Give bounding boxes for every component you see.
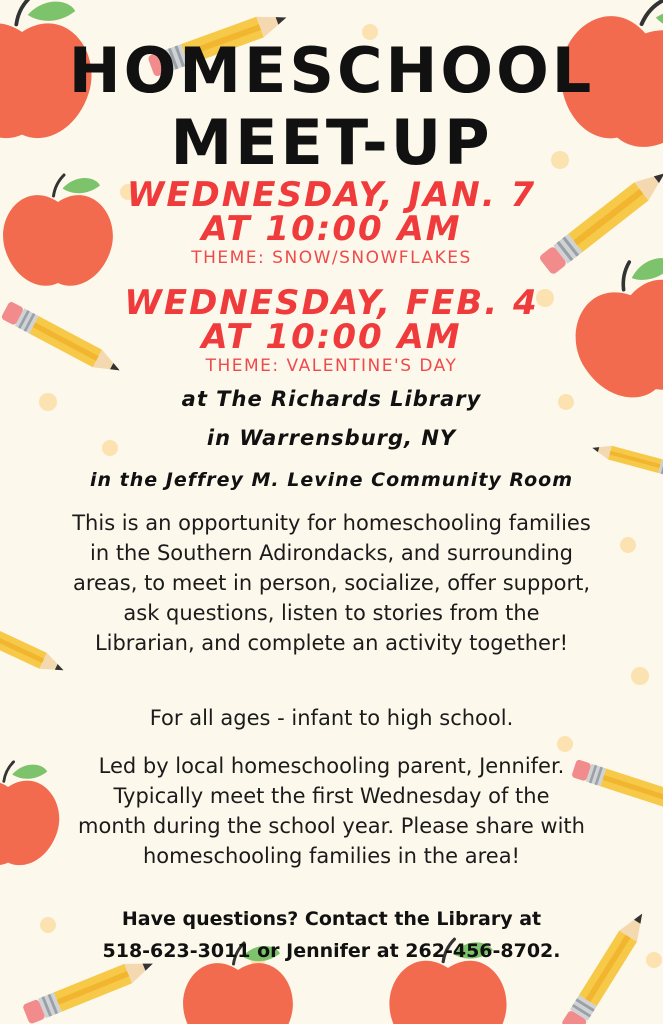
poster-title-line-1: HOMESCHOOL <box>68 34 595 107</box>
leader-line: homeschooling families in the area! <box>143 844 520 868</box>
description-line: Librarian, and complete an activity together! <box>94 631 569 655</box>
contact-line-1: Have questions? Contact the Library at <box>121 908 542 930</box>
leader-line: month during the school year. Please share with <box>78 814 585 838</box>
contact-line-2: 518-623-3011 or Jennifer at 262-456-8702. <box>102 940 561 962</box>
description <box>20 508 643 658</box>
venue-line-1: at The Richards Library <box>181 387 482 411</box>
leader-line: Typically meet the first Wednesday of the <box>113 784 550 808</box>
event-2-theme: THEME: VALENTINE'S DAY <box>205 356 458 376</box>
event-1-date: WEDNESDAY, JAN. 7 <box>126 175 537 215</box>
description-line: ask questions, listen to stories from the <box>123 601 540 625</box>
poster-title-line-2: MEET-UP <box>170 106 493 179</box>
event-2-date: WEDNESDAY, FEB. 4 <box>124 283 539 323</box>
event-2-time: AT 10:00 AM <box>201 317 462 357</box>
event-1-time: AT 10:00 AM <box>201 209 462 249</box>
description-line: This is an opportunity for homeschooling families <box>72 511 591 535</box>
ages-text: For all ages - infant to high school. <box>149 706 514 730</box>
leader-info <box>20 751 643 871</box>
description-line: areas, to meet in person, socialize, offer support, <box>72 571 591 595</box>
event-1-theme: THEME: SNOW/SNOWFLAKES <box>191 248 472 268</box>
description-line: in the Southern Adirondacks, and surrounding <box>90 541 573 565</box>
leader-line: Led by local homeschooling parent, Jennifer. <box>98 754 565 778</box>
venue-line-2: in Warrensburg, NY <box>206 426 457 450</box>
venue-line-3: in the Jeffrey M. Levine Community Room <box>90 469 573 491</box>
